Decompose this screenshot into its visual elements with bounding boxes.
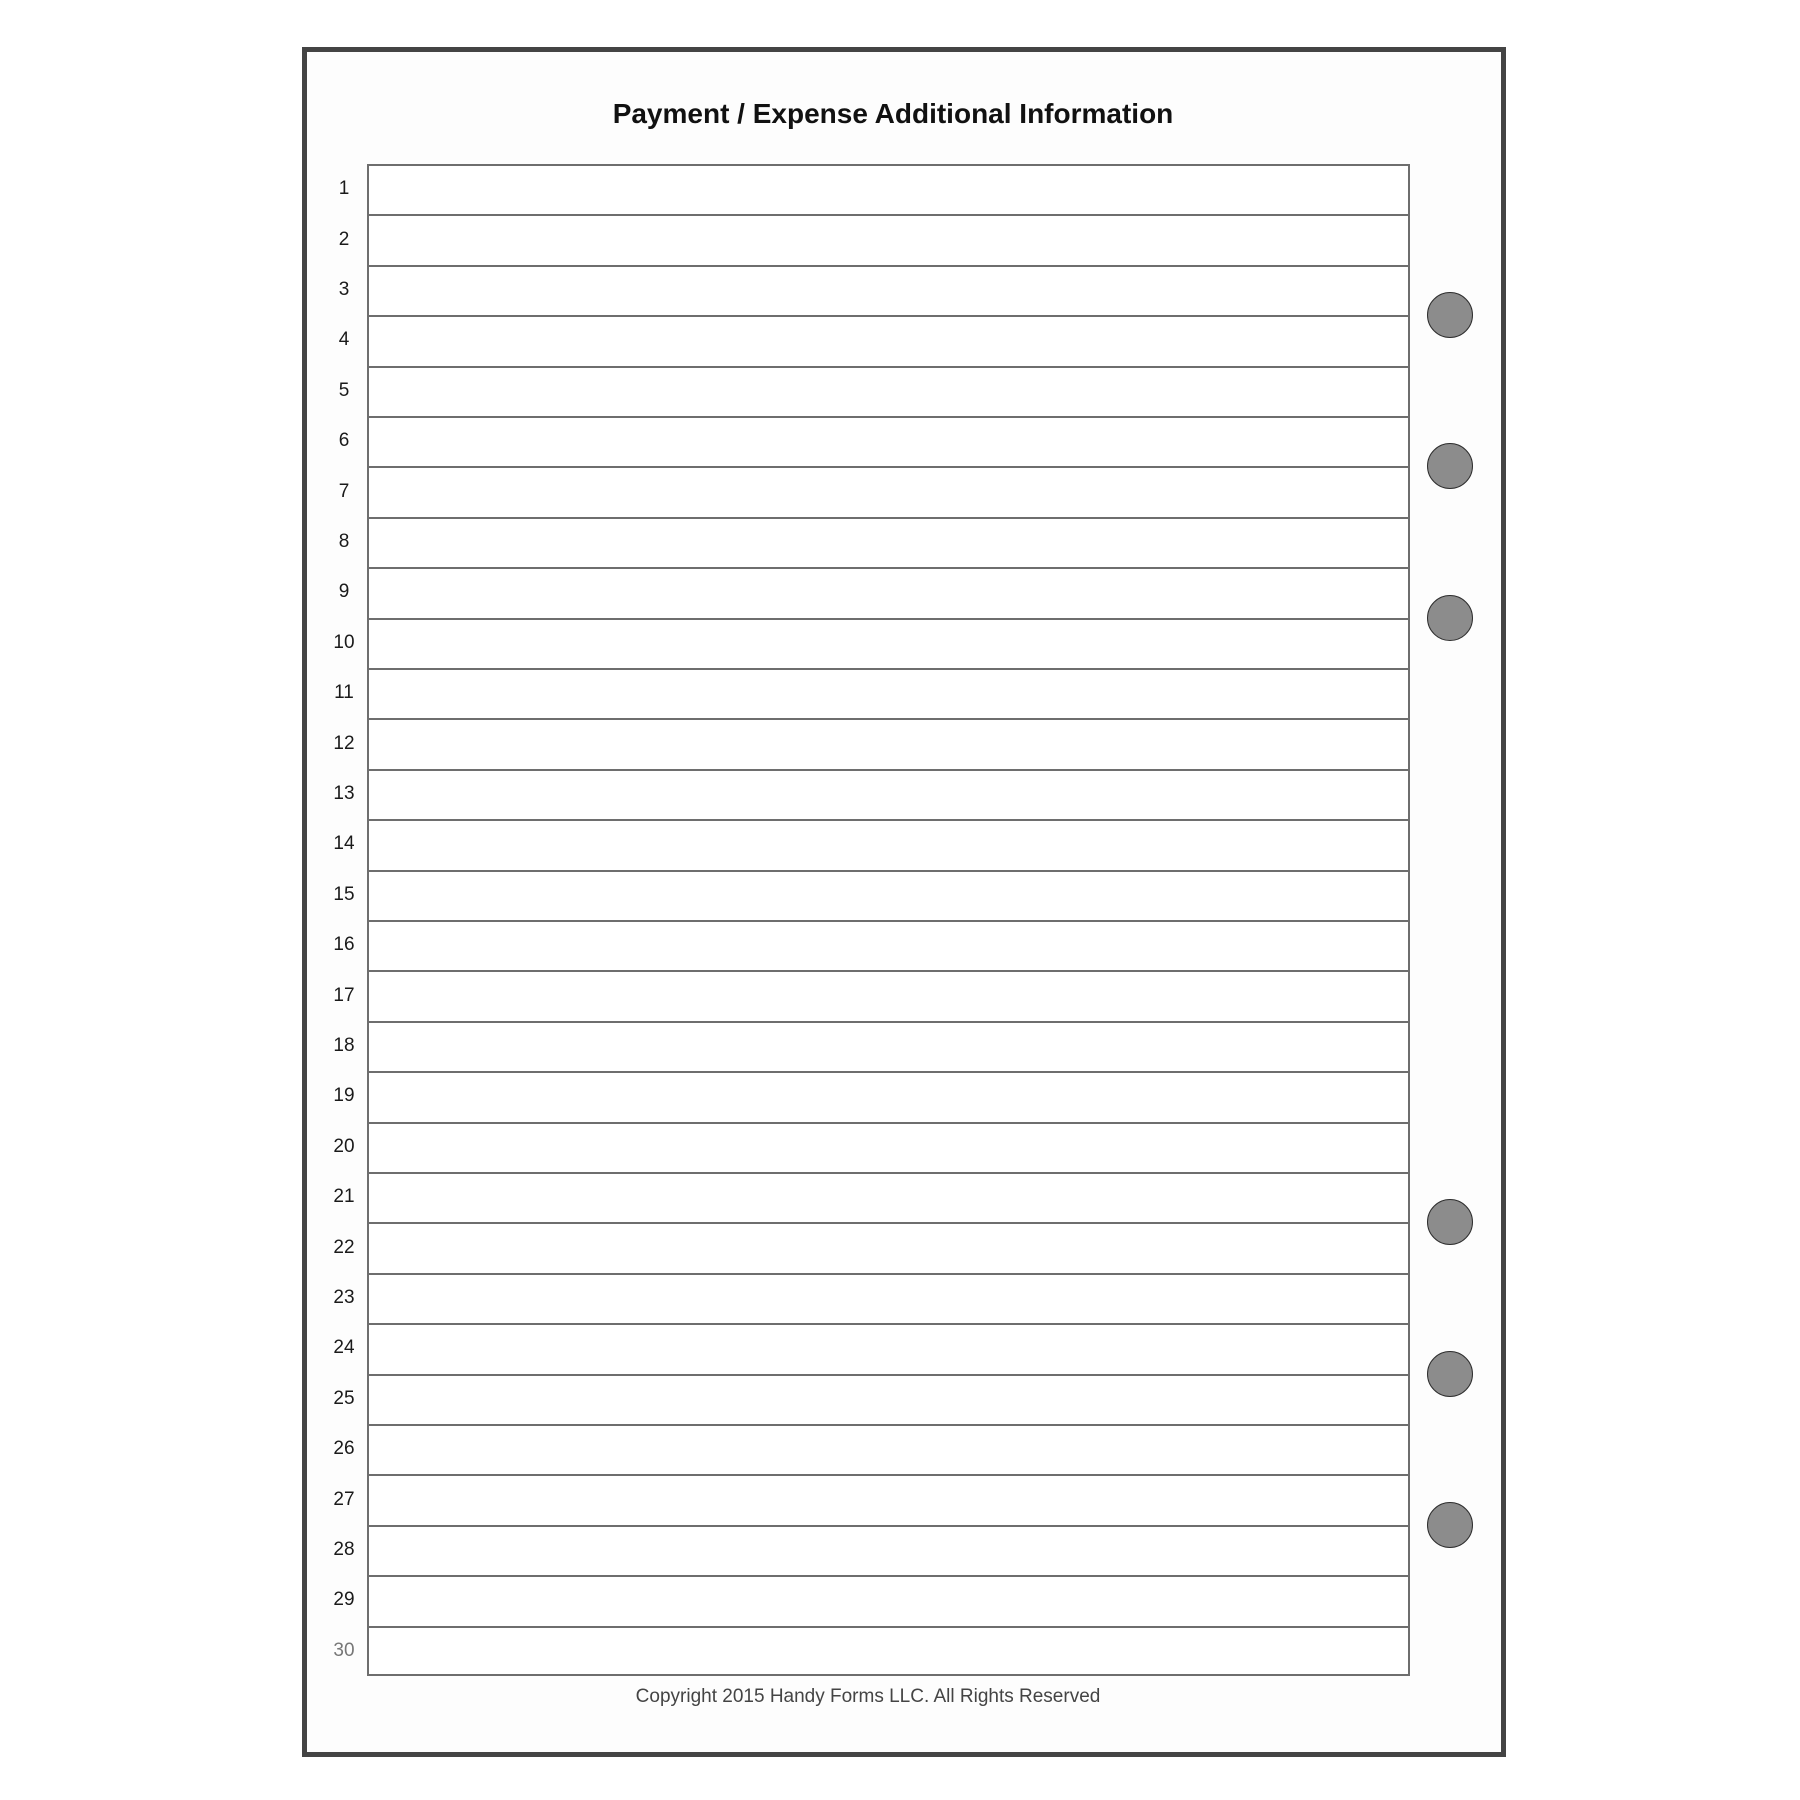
- row-number: 9: [338, 581, 350, 603]
- row-number: 28: [333, 1539, 355, 1560]
- entry-line: [369, 718, 1408, 720]
- row-number: 1: [338, 178, 350, 200]
- entry-line: [369, 1222, 1408, 1224]
- row-number: 19: [333, 1085, 355, 1107]
- entry-line: [369, 1122, 1408, 1124]
- entry-line: [369, 366, 1408, 368]
- entry-line: [369, 466, 1408, 468]
- row-number: 27: [333, 1488, 355, 1510]
- entry-line: [369, 819, 1408, 821]
- page-title: Payment / Expense Additional Information: [612, 98, 1174, 129]
- entry-line: [369, 1273, 1408, 1275]
- entry-line: [369, 214, 1408, 216]
- row-number: 11: [334, 682, 354, 704]
- entry-line: [369, 1323, 1408, 1325]
- entry-line: [369, 1474, 1408, 1476]
- punch-hole-icon: [1427, 292, 1473, 338]
- entry-line: [369, 1021, 1408, 1023]
- row-number: 2: [338, 228, 350, 250]
- entry-line: [369, 1575, 1408, 1577]
- entry-line: [369, 668, 1408, 670]
- row-number: 8: [338, 531, 350, 552]
- row-number: 30: [333, 1639, 355, 1661]
- row-number: 20: [333, 1135, 355, 1157]
- entry-line: [369, 970, 1408, 972]
- entry-line: [369, 1071, 1408, 1073]
- entry-line: [369, 618, 1408, 620]
- entry-line: [369, 1374, 1408, 1376]
- row-number: 21: [333, 1186, 355, 1208]
- row-number: 5: [338, 379, 350, 401]
- row-number: 29: [333, 1589, 355, 1611]
- row-number: 7: [338, 480, 350, 502]
- punch-hole-icon: [1427, 1502, 1473, 1548]
- row-number: 4: [338, 329, 350, 351]
- entry-line: [369, 265, 1408, 267]
- row-number: 12: [333, 732, 355, 754]
- entry-line: [369, 920, 1408, 922]
- row-number: 15: [333, 883, 355, 905]
- entry-line: [369, 517, 1408, 519]
- punch-hole-icon: [1427, 1351, 1473, 1397]
- row-number: 26: [333, 1438, 355, 1460]
- entry-line: [369, 567, 1408, 569]
- entry-line: [369, 769, 1408, 771]
- entry-line: [369, 1626, 1408, 1628]
- row-number: 25: [333, 1387, 355, 1409]
- entry-line: [369, 1172, 1408, 1174]
- row-number: 17: [333, 984, 355, 1006]
- row-number: 13: [333, 783, 355, 804]
- entry-line: [369, 416, 1408, 418]
- row-number: 24: [333, 1337, 355, 1359]
- row-number: 16: [333, 934, 355, 956]
- entry-line: [369, 1525, 1408, 1527]
- row-number: 22: [333, 1236, 355, 1258]
- entry-line: [369, 870, 1408, 872]
- punch-hole-icon: [1427, 595, 1473, 641]
- row-number: 6: [338, 430, 350, 452]
- entry-lines-table: [367, 164, 1410, 1676]
- copyright-notice: Copyright 2015 Handy Forms LLC. All Rights Reserved: [635, 1686, 1101, 1707]
- entry-line: [369, 315, 1408, 317]
- row-number: 18: [333, 1035, 355, 1056]
- row-number: 14: [333, 833, 355, 855]
- entry-line: [369, 1424, 1408, 1426]
- row-number: 23: [333, 1287, 355, 1308]
- row-number: 10: [333, 631, 355, 653]
- row-number: 3: [338, 279, 350, 300]
